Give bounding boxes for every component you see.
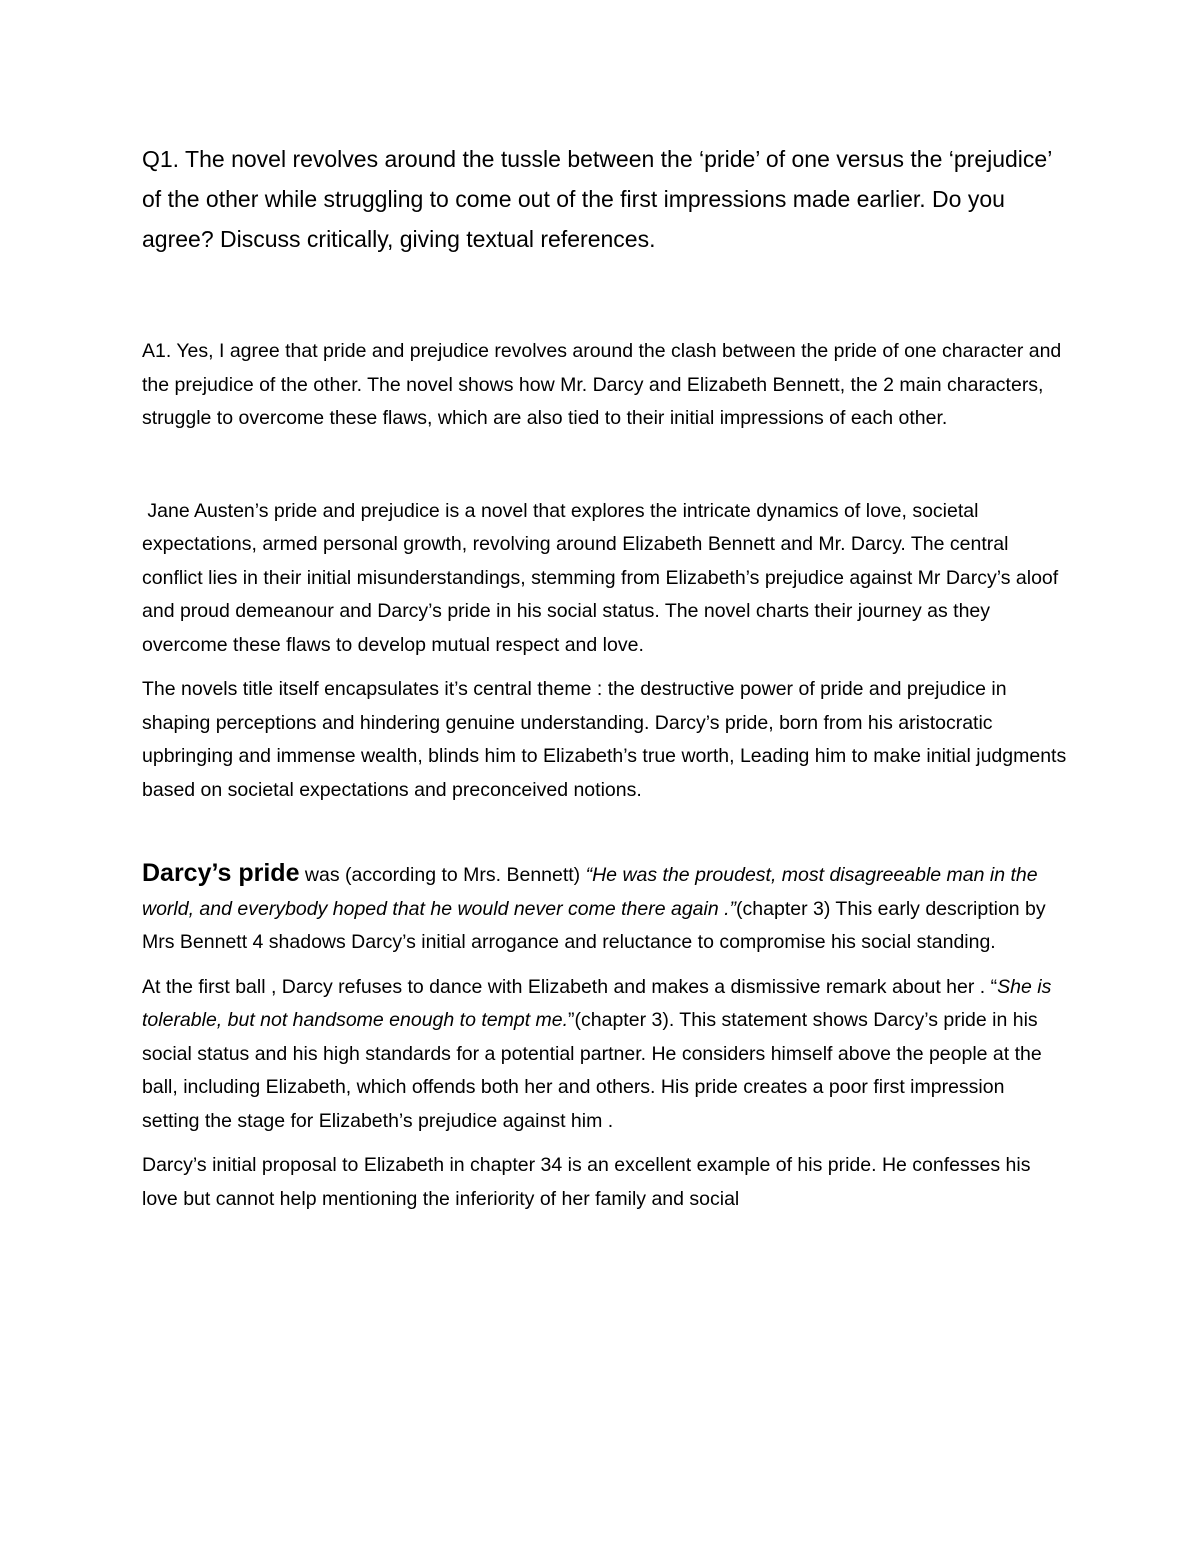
austen-paragraph: Jane Austen’s pride and prejudice is a novel that explores the intricate dynamics of love, societal expectations, armed personal growth, revolving around Elizabeth Bennett and Mr. Darcy. The central conflict lies in their initial misunderstandings, stemming from Elizabeth’s prejudice against Mr Darcy’s aloof and proud demeanour and Darcy’s pride in his social status. The novel charts their journey as they overcome these flaws to develop mutual respect and love.: [142, 499, 1064, 656]
ball-quote-close: ”: [568, 1009, 575, 1031]
darcy-lead-in: was (according to Mrs. Bennett): [299, 864, 586, 886]
document-page: [142, 139, 1067, 1216]
darcy-pride-heading: Darcy’s pride: [142, 859, 300, 887]
ball-before-quote: At the first ball , Darcy refuses to dance with Elizabeth and makes a dismissive remark about her .: [142, 975, 991, 998]
ball-after-quote: (chapter 3). This statement shows Darcy’s pride in his social status and his high standards for a potential partner. He considers himself above the people at the ball, including Elizabeth, which offends both her and others. His pride creates a poor first impression setting the stage for Elizabeth’s prejudice against him .: [142, 1009, 1042, 1132]
darcy-after-quote: (chapter 3) This early description by Mrs Bennett 4 shadows Darcy’s initial arrogance and reluctance to compromise his social standing.: [142, 897, 1046, 953]
ball-quote-open: “: [990, 975, 998, 998]
question-text: Q1. The novel revolves around the tussle between the ‘pride’ of one versus the ‘prejudice’ of the other while struggling to come out of the first impressions made earlier. Do you agree? Discuss critically, giving textual references.: [142, 146, 1052, 252]
title-theme-paragraph: The novels title itself encapsulates it’s central theme : the destructive power of pride and prejudice in shaping perceptions and hindering genuine understanding. Darcy’s pride, born from his aristocratic upbringing and immense wealth, blinds him to Elizabeth’s true worth, Leading him to make initial judgments based on societal expectations and preconceived notions.: [142, 678, 1067, 801]
answer-intro-paragraph: A1. Yes, I agree that pride and prejudice revolves around the clash between the pride of one character and the prejudice of the other. The novel shows how Mr. Darcy and Elizabeth Bennett, the 2 main characters, struggle to overcome these flaws, which are also tied to their initial impressions of each other.: [142, 340, 1062, 429]
proposal-paragraph: Darcy’s initial proposal to Elizabeth in chapter 34 is an excellent example of his pride. He confesses his love but cannot help mentioning the inferiority of her family and social: [142, 1154, 1031, 1210]
darcy-quote: “He was the proudest, most disagreeable man in the world, and everybody hoped that he would never come there again .”: [142, 864, 1038, 920]
first-ball-paragraph: [142, 971, 1067, 1139]
ball-quote: She is tolerable, but not handsome enough to tempt me.: [142, 975, 1052, 1031]
darcy-pride-paragraph: [142, 857, 1067, 960]
